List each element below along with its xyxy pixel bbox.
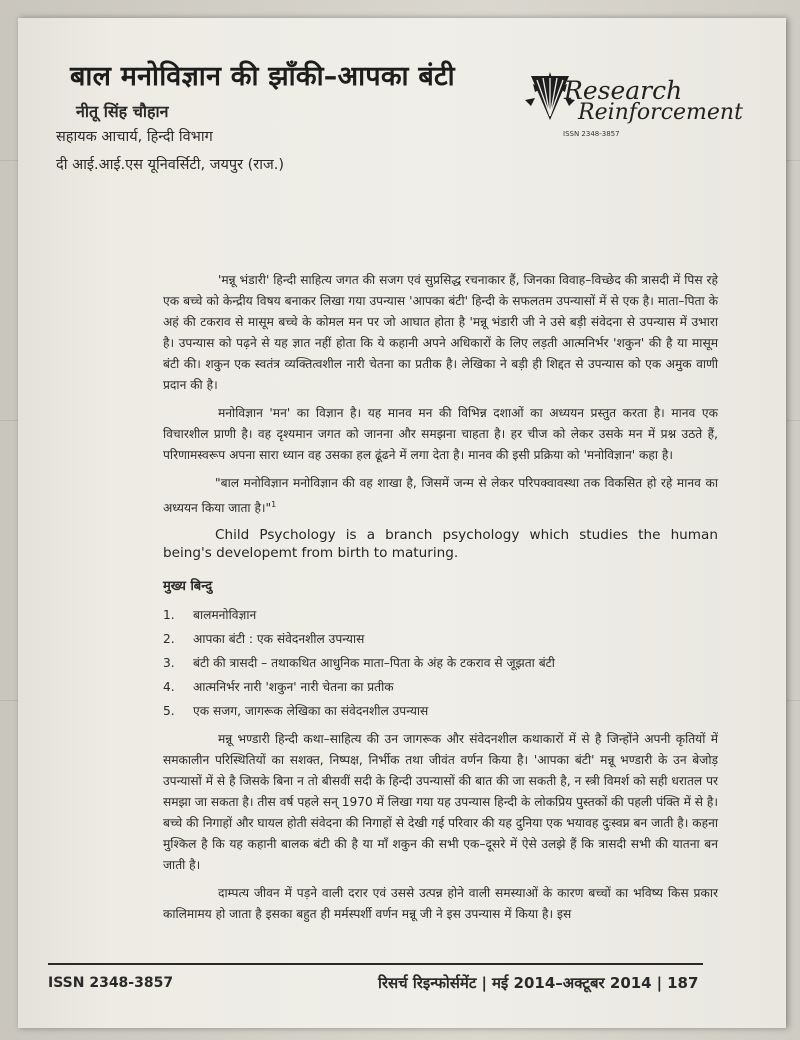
paragraph-intro: 'मन्नू भंडारी' हिन्दी साहित्य जगत की सजग एवं सुप्रसिद्ध रचनाकार हैं, जिनका विवाह–विच्छेद की त्रासदी में पिस रहे एक बच्चे को केन्द्रीय विषय बनाकर लिखा गया उपन्यास 'आपका बंटी' हिन्दी के सफलतम उपन्यासों में से एक है। माता–पिता के अहं की टकराव से मासूम बच्चे के कोमल मन पर जो आघात होता है 'मन्नू भंडारी जी ने उसे बड़ी संवेदना से उपन्यास में उभारा है। उपन्यास को पढ़ने से यह ज्ञात नहीं होता कि ये कहानी अपने अधिकारों के लिए लड़ती आत्मनिर्भर 'शकुन' की है या मासूम बंटी की। शकुन एक स्वतंत्र व्यक्तित्वशील नारी चेतना का प्रतीक है। लेखिका ने बड़ी ही शिद्दत से उपन्यास को एक अमुक वाणी प्रदान की है।: [163, 273, 718, 392]
article-title: बाल मनोविज्ञान की झाँकी–आपका बंटी: [70, 61, 455, 92]
page-number: 187: [667, 974, 699, 992]
logo-title-research: Research: [564, 76, 683, 105]
footer-journal-info: [378, 973, 698, 993]
paragraph-mannu-bhandari: मन्नू भण्डारी हिन्दी कथा–साहित्य की उन जागरूक और संवेदनशील कथाकारों में से है जिन्होंने अपनी कृतियों में समकालीन परिस्थितियों का सशक्त, निष्पक्ष, निर्भीक तथा जीवंत वर्णन किया है। 'आपका बंटी' मन्नू भण्डारी के उन बेजोड़ उपन्यासों में से है जिसके बिना न तो बीसवीं सदी के हिन्दी उपन्यासों की बात की जा सकती है, न स्त्री विमर्श को सही धरातल पर समझा जा सकता है। तीस वर्ष पहले सन् 1970 में लिखा गया यह उपन्यास हिन्दी के लोकप्रिय पुस्तकों की पहली पंक्ति में से है। बच्चे की निगाहों और घायल होती संवेदना की निगाहों से देखी गई परिवार की यह दुनिया एक भयावह दुःस्वप्न बन जाती है। कहना मुश्किल है कि यह कहानी बालक बंटी की है या माँ शकुन की सभी एक–दूसरे में ऐसे उलझे हैं कि त्रासदी सभी की यातना बन जाती है।: [163, 732, 718, 873]
list-item: 4. आत्मनिर्भर नारी 'शकुन' नारी चेतना का प्रतीक: [163, 679, 394, 694]
paragraph-quote: [163, 473, 718, 519]
quote-text: "बाल मनोविज्ञान मनोविज्ञान की वह शाखा है, जिसमें जन्म से लेकर परिपक्वावस्था तक विकसित हो रहे मानव का अध्ययन किया जाता है।": [163, 476, 718, 516]
logo-title-reinforcement: Reinforcement: [578, 100, 743, 125]
key-points-heading: मुख्य बिन्दु: [163, 579, 213, 595]
paragraph-marital-life: दाम्पत्य जीवन में पड़ने वाली दरार एवं उससे उत्पन्न होने वाली समस्याओं के कारण बच्चों का भविष्य किस प्रकार कालिमामय हो जाता है इसका बहुत ही मर्मस्पर्शी वर्णन मन्नू जी ने इस उपन्यास में किया है। इस: [163, 886, 718, 922]
footer-issn: ISSN 2348-3857: [48, 975, 174, 991]
footer-separator: |: [656, 974, 663, 992]
list-item: 3. बंटी की त्रासदी – तथाकथित आधुनिक माता–पिता के अंह के टकराव से जूझता बंटी: [163, 655, 555, 670]
footer-divider: [48, 963, 703, 965]
paragraph-english-definition: Child Psychology is a branch psychology which studies the human being's developemt from birth to maturing.: [163, 527, 718, 562]
list-item: 1. बालमनोविज्ञान: [163, 607, 257, 622]
author-name: नीतू सिंह चौहान: [76, 102, 169, 121]
footer-journal-name: रिसर्च रिइन्फोर्समेंट: [378, 974, 477, 992]
key-points-list: [163, 603, 718, 723]
logo-issn: ISSN 2348-3857: [563, 130, 620, 138]
list-item: 2. आपका बंटी : एक संवेदनशील उपन्यास: [163, 631, 365, 646]
journal-page: [18, 18, 786, 1028]
footer-issue: मई 2014–अक्टूबर 2014: [491, 974, 652, 992]
footer-separator: |: [481, 974, 487, 992]
article-body: [163, 270, 718, 932]
paragraph-psychology: मनोविज्ञान 'मन' का विज्ञान है। यह मानव मन की विभिन्न दशाओं का अध्ययन प्रस्तुत करता है। मानव एक विचारशील प्राणी है। वह दृश्यमान जगत को जानना और समझना चाहता है। हर चीज को लेकर उसके मन में प्रश्न उठते हैं, परिणामस्वरूप अपना सारा ध्यान वह उसका हल ढूंढने में लगा देता है। मानव की इसी प्रक्रिया को 'मनोविज्ञान' कहा है।: [163, 406, 718, 462]
author-affiliation-dept: सहायक आचार्य, हिन्दी विभाग: [56, 129, 213, 145]
author-affiliation-university: दी आई.आई.एस यूनिवर्सिटी, जयपुर (राज.): [56, 157, 285, 173]
list-item: 5. एक सजग, जागरूक लेखिका का संवेदनशील उपन्यास: [163, 703, 429, 718]
footnote-ref: 1: [271, 500, 277, 509]
